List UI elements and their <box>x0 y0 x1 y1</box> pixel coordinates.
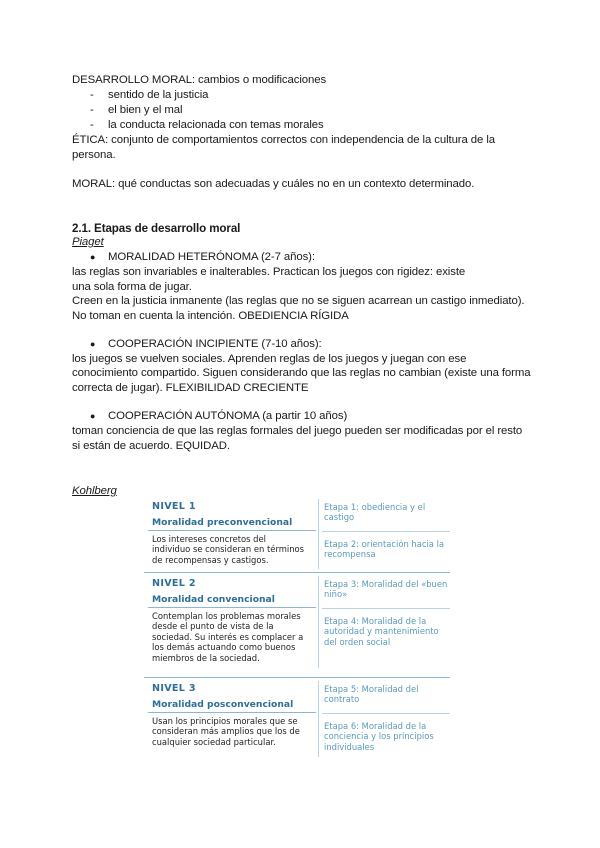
stage-line: si están de acuerdo. EQUIDAD. <box>72 440 230 452</box>
level-title: NIVEL 2 <box>152 578 196 589</box>
stage-line: una sola forma de jugar. <box>72 281 192 293</box>
bullet-icon: ● <box>90 411 96 421</box>
list-item: el bien y el mal <box>108 104 183 116</box>
stage-line: los juegos se vuelven sociales. Aprenden reglas de los juegos y juegan con ese <box>72 353 467 365</box>
column-divider <box>318 576 319 668</box>
stage-rule <box>322 608 450 609</box>
stage-line: las reglas son invariables e inalterables. Practican los juegos con rigidez: existe <box>72 266 466 278</box>
level-rule <box>148 530 316 531</box>
piaget-label: Piaget <box>72 236 104 248</box>
stage-line: Creen en la justicia inmanente (las reglas que no se siguen acarrean un castigo inmediato). <box>72 295 525 307</box>
definition-desarrollo-moral: DESARROLLO MORAL: cambios o modificaciones <box>72 74 327 86</box>
list-item: sentido de la justicia <box>108 89 209 101</box>
level-subtitle: Moralidad convencional <box>152 594 275 605</box>
stage-heading: COOPERACIÓN INCIPIENTE (7-10 años): <box>108 338 322 350</box>
definition-etica-cont: persona. <box>72 149 116 161</box>
level-rule <box>148 607 316 608</box>
dash-marker: - <box>90 119 94 131</box>
stage-6: Etapa 6: Moralidad de la conciencia y los principios individuales <box>324 721 434 752</box>
list-item: la conducta relacionada con temas morales <box>108 119 324 131</box>
kohlberg-stages-figure <box>144 497 454 759</box>
kohlberg-label: Kohlberg <box>72 485 117 497</box>
stage-rule <box>322 531 450 532</box>
stage-line: conocimiento compartido. Siguen considerando que las reglas no cambian (existe una forma <box>72 367 531 379</box>
stage-heading: MORALIDAD HETERÓNOMA (2-7 años): <box>108 251 315 263</box>
bullet-icon: ● <box>90 252 96 262</box>
level-description: Usan los principios morales que se consideran más amplios que los de cualquier sociedad particular. <box>152 716 300 747</box>
level-subtitle: Moralidad posconvencional <box>152 699 294 710</box>
stage-5: Etapa 5: Moralidad del contrato <box>324 684 419 705</box>
bullet-icon: ● <box>90 339 96 349</box>
definition-etica: ÉTICA: conjunto de comportamientos correctos con independencia de la cultura de la <box>72 134 495 146</box>
level-title: NIVEL 1 <box>152 501 196 512</box>
stage-3: Etapa 3: Moralidad del «buen niño» <box>324 579 448 600</box>
definition-moral: MORAL: qué conductas son adecuadas y cuáles no en un contexto determinado. <box>72 178 475 190</box>
stage-line: correcta de jugar). FLEXIBILIDAD CRECIENTE <box>72 382 309 394</box>
dash-marker: - <box>90 104 94 116</box>
section-title: 2.1. Etapas de desarrollo moral <box>72 222 241 235</box>
level-description: Los intereses concretos del individuo se consideran en términos de recompensas y castigos. <box>152 534 305 565</box>
stage-heading: COOPERACIÓN AUTÓNOMA (a partir 10 años) <box>108 410 348 422</box>
column-divider <box>318 499 319 569</box>
level-separator <box>144 677 450 678</box>
stage-rule <box>322 713 450 714</box>
dash-marker: - <box>90 89 94 101</box>
stage-line: No toman en cuenta la intención. OBEDIENCIA RÍGIDA <box>72 310 349 322</box>
level-description: Contemplan los problemas morales desde el punto de vista de la sociedad. Su interés es complacer a los demás actuando como buenos miembros de la sociedad. <box>152 611 304 663</box>
stage-4: Etapa 4: Moralidad de la autoridad y mantenimiento del orden social <box>324 616 439 647</box>
stage-1: Etapa 1: obediencia y el castigo <box>324 502 426 523</box>
level-title: NIVEL 3 <box>152 683 196 694</box>
level-rule <box>148 712 316 713</box>
column-divider <box>318 681 319 757</box>
level-separator <box>144 572 450 573</box>
level-subtitle: Moralidad preconvencional <box>152 517 293 528</box>
stage-line: toman conciencia de que las reglas formales del juego pueden ser modificadas por el resto <box>72 425 523 437</box>
stage-2: Etapa 2: orientación hacia la recompensa <box>324 539 445 560</box>
